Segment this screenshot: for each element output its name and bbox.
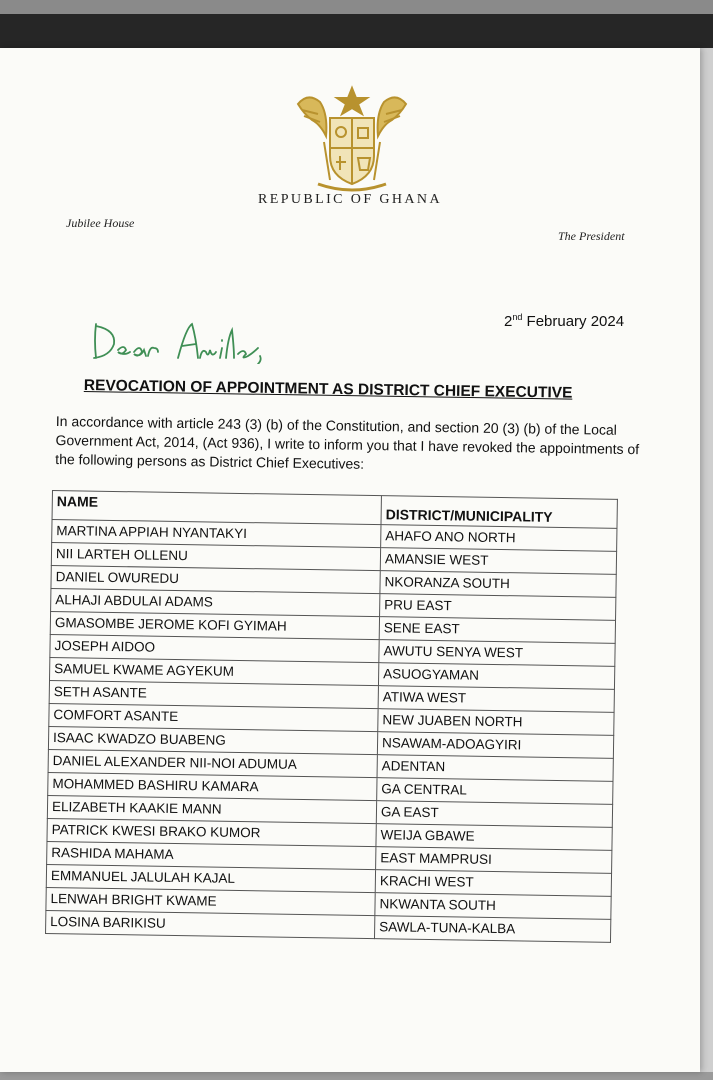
district-cell: NKORANZA SOUTH (380, 571, 616, 598)
coat-of-arms-icon (290, 84, 414, 196)
paper-shadow-edge (700, 48, 713, 1080)
date-day: 2 (504, 313, 513, 330)
name-cell: COMFORT ASANTE (49, 703, 378, 731)
name-cell: SAMUEL KWAME AGYEKUM (50, 657, 379, 685)
name-cell: ELIZABETH KAAKIE MANN (47, 795, 376, 823)
name-cell: JOSEPH AIDOO (50, 634, 379, 662)
name-cell: MARTINA APPIAH NYANTAKYI (52, 520, 381, 548)
district-cell: GA CENTRAL (377, 778, 613, 805)
district-cell: AWUTU SENYA WEST (379, 640, 615, 667)
name-cell: ISAAC KWADZO BUABENG (48, 726, 377, 754)
bottom-edge (0, 1072, 713, 1080)
district-cell: SAWLA-TUNA-KALBA (374, 916, 610, 943)
district-column-header: DISTRICT/MUNICIPALITY (381, 496, 617, 529)
district-cell: SENE EAST (379, 617, 615, 644)
name-cell: ALHAJI ABDULAI ADAMS (51, 588, 380, 616)
name-cell: MOHAMMED BASHIRU KAMARA (48, 772, 377, 800)
republic-title: REPUBLIC OF GHANA (258, 192, 442, 207)
district-cell: ADENTAN (377, 755, 613, 782)
date-suffix: nd (512, 312, 523, 322)
district-cell: PRU EAST (380, 594, 616, 621)
name-cell: GMASOMBE JEROME KOFI GYIMAH (50, 611, 379, 639)
district-cell: WEIJA GBAWE (376, 824, 612, 851)
intro-paragraph: In accordance with article 243 (3) (b) of the Constitution, and section 20 (3) (b) of the Local Government Act, 2014, (Act 936), I write to inform you that I have revoked the appointments of the following persons as District Chief Executives: (55, 412, 640, 472)
letter-date (504, 312, 624, 330)
name-cell: NII LARTEH OLLENU (51, 543, 380, 571)
district-cell: NKWANTA SOUTH (375, 893, 611, 920)
district-cell: NSAWAM-ADOAGYIRI (377, 732, 613, 759)
name-cell: RASHIDA MAHAMA (47, 841, 376, 869)
name-cell: DANIEL OWUREDU (51, 565, 380, 593)
top-bar (0, 0, 713, 48)
name-cell: PATRICK KWESI BRAKO KUMOR (47, 818, 376, 846)
handwritten-greeting-signature (88, 318, 288, 364)
district-cell: EAST MAMPRUSI (376, 847, 612, 874)
district-cell: NEW JUABEN NORTH (378, 709, 614, 736)
name-cell: SETH ASANTE (49, 680, 378, 708)
dce-table (45, 490, 618, 943)
name-cell: LOSINA BARIKISU (46, 910, 375, 938)
district-cell: GA EAST (376, 801, 612, 828)
name-column-header: NAME (52, 491, 381, 525)
letter-heading: REVOCATION OF APPOINTMENT AS DISTRICT CHIEF EXECUTIVE (83, 377, 573, 402)
sender-title: The President (558, 229, 625, 243)
district-cell: AHAFO ANO NORTH (381, 525, 617, 552)
name-cell: DANIEL ALEXANDER NII-NOI ADUMUA (48, 749, 377, 777)
sender-address: Jubilee House (66, 216, 135, 230)
district-cell: KRACHI WEST (375, 870, 611, 897)
district-cell: AMANSIE WEST (380, 548, 616, 575)
date-rest: February 2024 (522, 313, 625, 330)
name-cell: EMMANUEL JALULAH KAJAL (46, 864, 375, 892)
name-cell: LENWAH BRIGHT KWAME (46, 887, 375, 915)
district-cell: ATIWA WEST (378, 686, 614, 713)
district-cell: ASUOGYAMAN (378, 663, 614, 690)
